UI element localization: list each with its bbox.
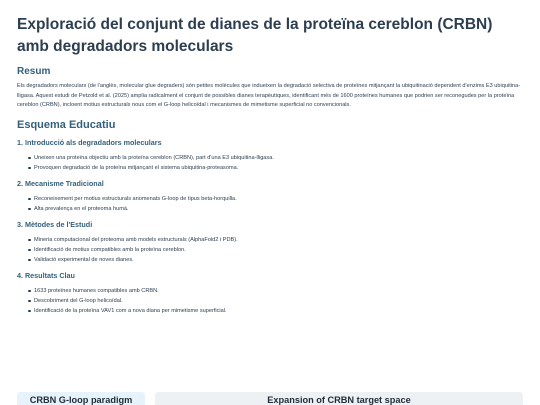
card-expansion-target-space: Expansion of CRBN target space [155, 392, 523, 405]
list-item: Validació experimental de noves dianes. [27, 255, 523, 265]
bullet-list [17, 235, 523, 265]
outline-heading: Esquema Educatiu [17, 118, 116, 131]
abstract-heading: Resum [17, 66, 51, 77]
abstract-text: Els degradadors moleculars (de l'anglès, molecular glue degraders) són petites molècules que indueixen la degradació selectiva de proteïnes mitjançant la ubiquitinació dependent d'enzims E3 ubiquitina-lligasa. Aquest estudi de Petzold et al. (2025) amplia radicalment el conjunt de possibles dianes terapèutiques, identificant més de 1600 proteïnes humanes que podrien ser reconegudes per la proteïna cereblon (CRBN), incloent motius estructurals nous com el G-loop helicoïdal i mecanismes de mimetisme superficial no convencionals. [17, 83, 521, 108]
list-item: 1633 proteïnes humanes compatibles amb CRBN. [27, 286, 523, 296]
bullet-list [17, 153, 523, 173]
bullet-list [17, 286, 523, 316]
outline-section-2 [17, 179, 523, 214]
outline-section-4 [17, 271, 523, 316]
page-title: Exploració del conjunt de dianes de la proteïna cereblon (CRBN) amb degradadors moleculars [17, 16, 493, 55]
list-item: Identificació de motius compatibles amb la proteïna cereblon. [27, 245, 523, 255]
list-item: Reconeixement per motius estructurals anomenats G-loop de tipus beta-horquilla. [27, 194, 523, 204]
figure-cards [17, 392, 523, 405]
list-item: Mineria computacional del proteoma amb models estructurals (AlphaFold2 i PDB). [27, 235, 523, 245]
list-item: Identificació de la proteïna VAV1 com a nova diana per mimetisme superficial. [27, 306, 523, 316]
list-item: Alta prevalença en el proteoma humà. [27, 204, 523, 214]
outline-section-3 [17, 220, 523, 265]
section-title: 2. Mecanisme Tradicional [17, 178, 104, 188]
outline-section-1 [17, 138, 523, 173]
section-title: 1. Introducció als degradadors moleculars [17, 137, 162, 147]
list-item: Provoquen degradació de la proteïna mitjançant el sistema ubiquitina-proteasoma. [27, 163, 523, 173]
list-item: Descobriment del G-loop helicoïdal. [27, 296, 523, 306]
bullet-list [17, 194, 523, 214]
section-title: 4. Resultats Clau [17, 270, 75, 280]
card-crbn-g-loop-paradigm: CRBN G-loop paradigm [17, 392, 145, 405]
section-title: 3. Mètodes de l'Estudi [17, 219, 93, 229]
list-item: Uneixen una proteïna objectiu amb la proteïna cereblon (CRBN), part d'una E3 ubiquitina-lligasa. [27, 153, 523, 163]
